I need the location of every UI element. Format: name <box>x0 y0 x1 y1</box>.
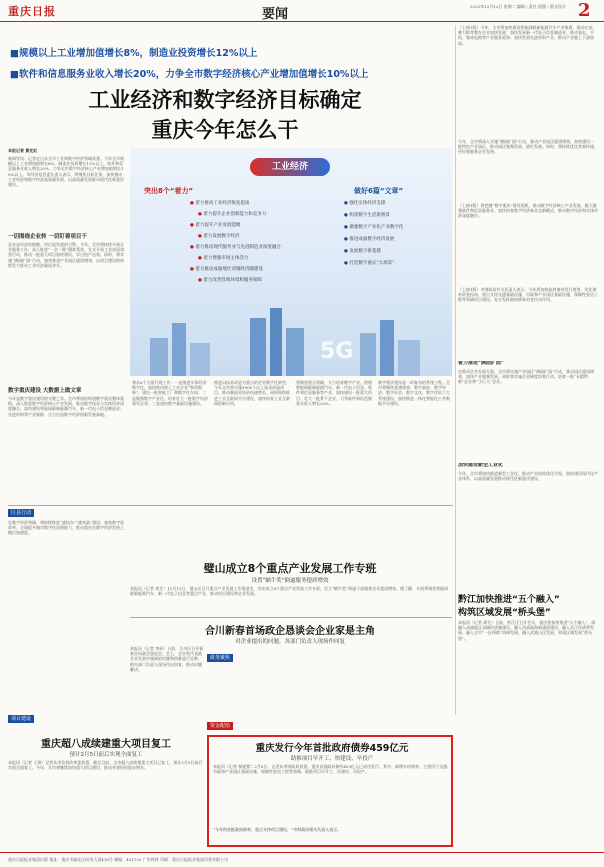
infographic-right-label: 做好6篇“文章” <box>354 187 404 195</box>
story-4-headline: 重庆发行今年首批政府债券459亿元 <box>255 743 409 754</box>
story-2-subline: 对企业提出的问题，各部门负责人现场作回复 <box>234 639 345 645</box>
lead-subhead-2: 数字重庆建设 大数据上做文章 <box>8 388 82 394</box>
body-column-2: 推进以技术改造为重点的企业数字化转型，今年全市将实施1000个以上技术改造项目，推动制造业投资快速增长。同时持续推进工业互联网平台建设，加快培育工业互联网创新应用。 <box>214 380 290 406</box>
lead-text-3: 今年是数字重庆建设的关键之年。全市将加快构建数字重庆整体架构，深入推进数字经济核心产业发展，推动数字技术与实体经济深度融合，加快建设智能网联新能源汽车、新一代电子信息制造业、先进材料等产业集群，全力打造数字经济创新发展高地。 <box>8 396 124 417</box>
section-divider <box>8 505 453 506</box>
story-3-subline: 预计2月5日前后实现全面复工 <box>69 752 143 758</box>
story-2-text: 本报讯（记者 李珩）日前，合川区召开新春首场政企恳谈会。会上，企业家代表就企业发展中遇到的问题和困难进行反映，相关部门负责人现场作出回复，推动问题解决。 <box>130 646 204 672</box>
right-text-5: 在推动企业发展方面，全市将实施产业园区“满园扩园”行动，推动园区提质增效，加快产业集聚发展。同时将实施企业梯度培育行动，培育一批“专精特新”企业和“小巨人”企业。 <box>458 369 595 385</box>
story-1-subline: 设置“蜗牛奖”倒逼服务提质增效 <box>251 578 329 584</box>
headline-bullet-2: ■软件和信息服务业收入增长20%，力争全市数字经济核心产业增加值增长10%以上 <box>10 69 369 80</box>
page-number: 2 <box>578 0 591 21</box>
infographic <box>130 148 452 376</box>
section-strip-zone-left: 区县行动 <box>8 509 34 517</box>
infographic-right-item: ● 打造数字重庆“大场景” <box>344 260 394 266</box>
story-3-text: 本报讯（记者 王翔）记者从市发展改革委获悉，截至目前，全市超八成续建重大项目已复工，预计2月5日前后实现全面复工。今年，全市将继续加快重大项目建设，推动有效投资稳步增长。 <box>8 760 203 771</box>
lead-subhead-1: 一切围绕企业转 一切盯着项目干 <box>8 234 87 240</box>
infographic-left-item: ● 着力推动成渝地区双城经济圈建设 <box>190 266 263 272</box>
infographic-right-item: ● 构筑数字生活新图景 <box>344 212 390 218</box>
5g-graphic-label: 5G <box>320 339 354 364</box>
right-text-2: 今年，全市将深入实施“满园扩园”行动，推动产业园区提质增效，加快建设一批特色产业园区，推动园区集聚发展、错位发展。同时，将持续优化营商环境，更好地服务企业发展。 <box>458 139 598 155</box>
right-text-6: 今年，全市将加快推进新型工业化，推动产业结构优化升级，加快建设现代化产业体系，以高质量发展推动现代化新重庆建设。 <box>458 471 598 482</box>
zone-left-text: 在数字经济领域，将持续推进“渝快办”“渝快政”建设，加快数字化改革，全面提升城市数字化治理能力，推动重庆在数字经济发展上跑出加速度。 <box>8 520 125 536</box>
story-2-headline: 合川新春首场政企恳谈会企业家是主角 <box>205 626 375 637</box>
right-subhead-2: 加快建设新型工业化 <box>458 463 504 468</box>
infographic-left-label: 突出8个“着力” <box>144 187 194 195</box>
story-divider-1 <box>130 617 452 618</box>
right-text-1: （上接1版）今年，全市将加快建设智能网联新能源汽车产业集群，推动长安、赛力斯等整车企业加快发展；加快发展新一代电子信息制造业，推动笔电、手机、集成电路等产业链条延伸；加快发展先进材料产业，推动产业链上下游协同。 <box>458 25 597 46</box>
section-strip-bottom-left: 项目建设 <box>8 715 34 723</box>
story-5-headline-line-2: 构筑区域发展“桥头堡” <box>458 608 551 618</box>
infographic-right-item: ● 强化实体经济支撑 <box>344 200 385 206</box>
masthead-info: 2023年12月12日 星期二 编辑 / 责任 组版 / 版式设计 <box>470 4 566 9</box>
story-1-text: 本报讯（记者 周尤）12月11日，璧山区召开重点产业发展工作推进会，宣布成立8个重点产业发展工作专班，设立“蜗牛奖”倒逼干部服务企业提质增效。据了解，专班将聚焦智能网联新能源汽车、新一代电子信息等重点产业，推动项目建设和企业发展。 <box>130 586 449 597</box>
infographic-right-item: ● 推进成渝数字经济发展 <box>344 236 394 242</box>
right-column <box>458 25 598 590</box>
infographic-left-item: ● 着力推动工业经济恢复提质 <box>190 200 249 206</box>
newspaper-logo: 重庆日报 <box>8 5 56 18</box>
right-text-4: （上接1版）市财政局有关负责人表示，今年将加快政府债券发行使用，优化债券资金投向，重点支持交通基础设施、市政和产业园区基础设施、保障性安居工程等领域项目建设，充分发挥政府债券资金拉动作用。 <box>458 287 598 303</box>
right-subhead-1: 着力推进“满园扩园” <box>458 361 504 366</box>
main-title-line-2: 重庆今年怎么干 <box>151 118 299 142</box>
story-4-text: 本报讯（记者 杨铌紫）2月6日，记者从市财政局获悉，重庆首批政府债券459亿元已成功发行。其中，新增专项债券，主要用于交通、市政和产业园区基础设施、保障性安居工程等领域，助推项目早开工、快建设、早投产。 <box>213 764 451 775</box>
infographic-left-item: ● 着力推动现代服务业与先进制造业深度融合 <box>190 244 281 250</box>
city-skyline-illustration <box>130 298 452 376</box>
section-strip-zone-mid: 政务聚焦 <box>207 654 233 662</box>
story-3-headline: 重庆超八成续建重大项目复工 <box>41 739 171 750</box>
lead-text-2: 企业是经济的细胞，项目是发展的引擎。今年，全市将持续开展企业服务工作，深入推进“一企一策”精准帮扶，扎实开展工业投资攻坚行动，推动一批重大项目加快建设、早日投产达效。同时，将实施“满园扩园”行动，加快推进产业园区提质增效，以项目建设的持续发力推动工业经济量质齐升。 <box>8 242 125 268</box>
headline-bullet-1: ■规模以上工业增加值增长8%，制造业投资增长12%以上 <box>10 48 258 59</box>
highlighted-story-box <box>207 735 453 847</box>
body-column-3: 将聚焦重点领域，大力培育数字产业。围绕智能网联新能源汽车、新一代电子信息、软件和信息服务等产业，加快建设一批重大项目，壮大一批骨干企业，力争软件和信息服务业收入增长20%。 <box>296 380 372 406</box>
story-5-text: 本报讯（记者 周尤）日前，黔江区召开会议，提出要加快推进“五个融入”，即融入成渝地区双城经济圈建设、融入西部陆海新通道建设、融入长江经济带发展、融入全市“一区两群”协调发展、融入武陵山区发展，构筑区域发展“桥头堡”。 <box>458 620 596 641</box>
infographic-left-item: ● 着力提升产业发展能级 <box>190 222 240 228</box>
infographic-right-item: ● 做强数字产业化产业数字化 <box>344 224 403 230</box>
infographic-left-item: ● 着力发展数字经济 <box>198 233 239 239</box>
main-title: 工业经济和数字经济目标确定 <box>88 88 362 112</box>
lead-byline: 本报记者 黄光红 <box>8 148 38 153</box>
lead-text-1: 新闻导读：记者近日从全市工业和数字经济领域获悉，今年全市规模以上工业增加值增长8%，制造业投资增长12%以上，软件和信息服务业收入增长20%，力争全市数字经济核心产业增加值增长10%以上。市经济信息委负责人表示，将聚焦目标任务，加快推动工业经济和数字经济高质量发展，以高质量发展推动现代化新重庆建设。 <box>8 156 124 188</box>
story-5-headline: 黔江加快推进“五个融入” <box>458 595 560 605</box>
infographic-left-item: ● 着力改善营商环境和服务保障 <box>198 277 262 283</box>
story-4-quote: “今年的首批政府债券，重点支持项目建设，”市财政局相关负责人表示。 <box>213 827 342 832</box>
page-footer: 重庆日报报业集团出版 地址：重庆市渝北区同茂大道416号 邮编：401120 广告热线 印刷：重庆日报报业集团印务有限公司 <box>0 852 604 867</box>
section-strip-bottom-mid: 资金配给 <box>207 722 233 730</box>
section-title: 要闻 <box>262 7 289 22</box>
infographic-right-item: ● 发展数字新基建 <box>344 248 381 254</box>
body-column-4: 数字重庆建设是一项复杂的系统工程。全市将聚焦党建统领、数字政府、数字经济、数字社会、数字文化、数字法治六大系统建设，加快推进一体化智能化公共数据平台建设。 <box>378 380 450 406</box>
infographic-left-item: ● 着力增强市场主体活力 <box>198 255 248 261</box>
story-1-headline: 璧山成立8个重点产业发展工作专班 <box>203 562 377 575</box>
right-text-3: （上接1版）将把握“数字重庆”建设契机，推动数字经济核心产业发展，做大做强软件和信息服务业，加快培育数字经济新业态新模式，推动数字经济和实体经济深度融合。 <box>458 203 598 219</box>
right-column-divider <box>455 25 456 715</box>
infographic-left-item: ● 着力提升企业创新能力和竞争力 <box>198 211 266 217</box>
story-4-subline: 助推项目早开工、快建设、早投产 <box>290 756 374 762</box>
body-column-1: 将从6个方面开展工作：一是推进实体经济数字化，加快推动规上工业企业“智改数转”，建设一批智能工厂和数字化车间；二是做强数字产业化，培育壮大一批数字经济领军企业；三是加快数字基础设施建设。 <box>132 380 208 406</box>
masthead <box>0 0 604 22</box>
infographic-center-badge: 工业经济 <box>250 158 330 176</box>
